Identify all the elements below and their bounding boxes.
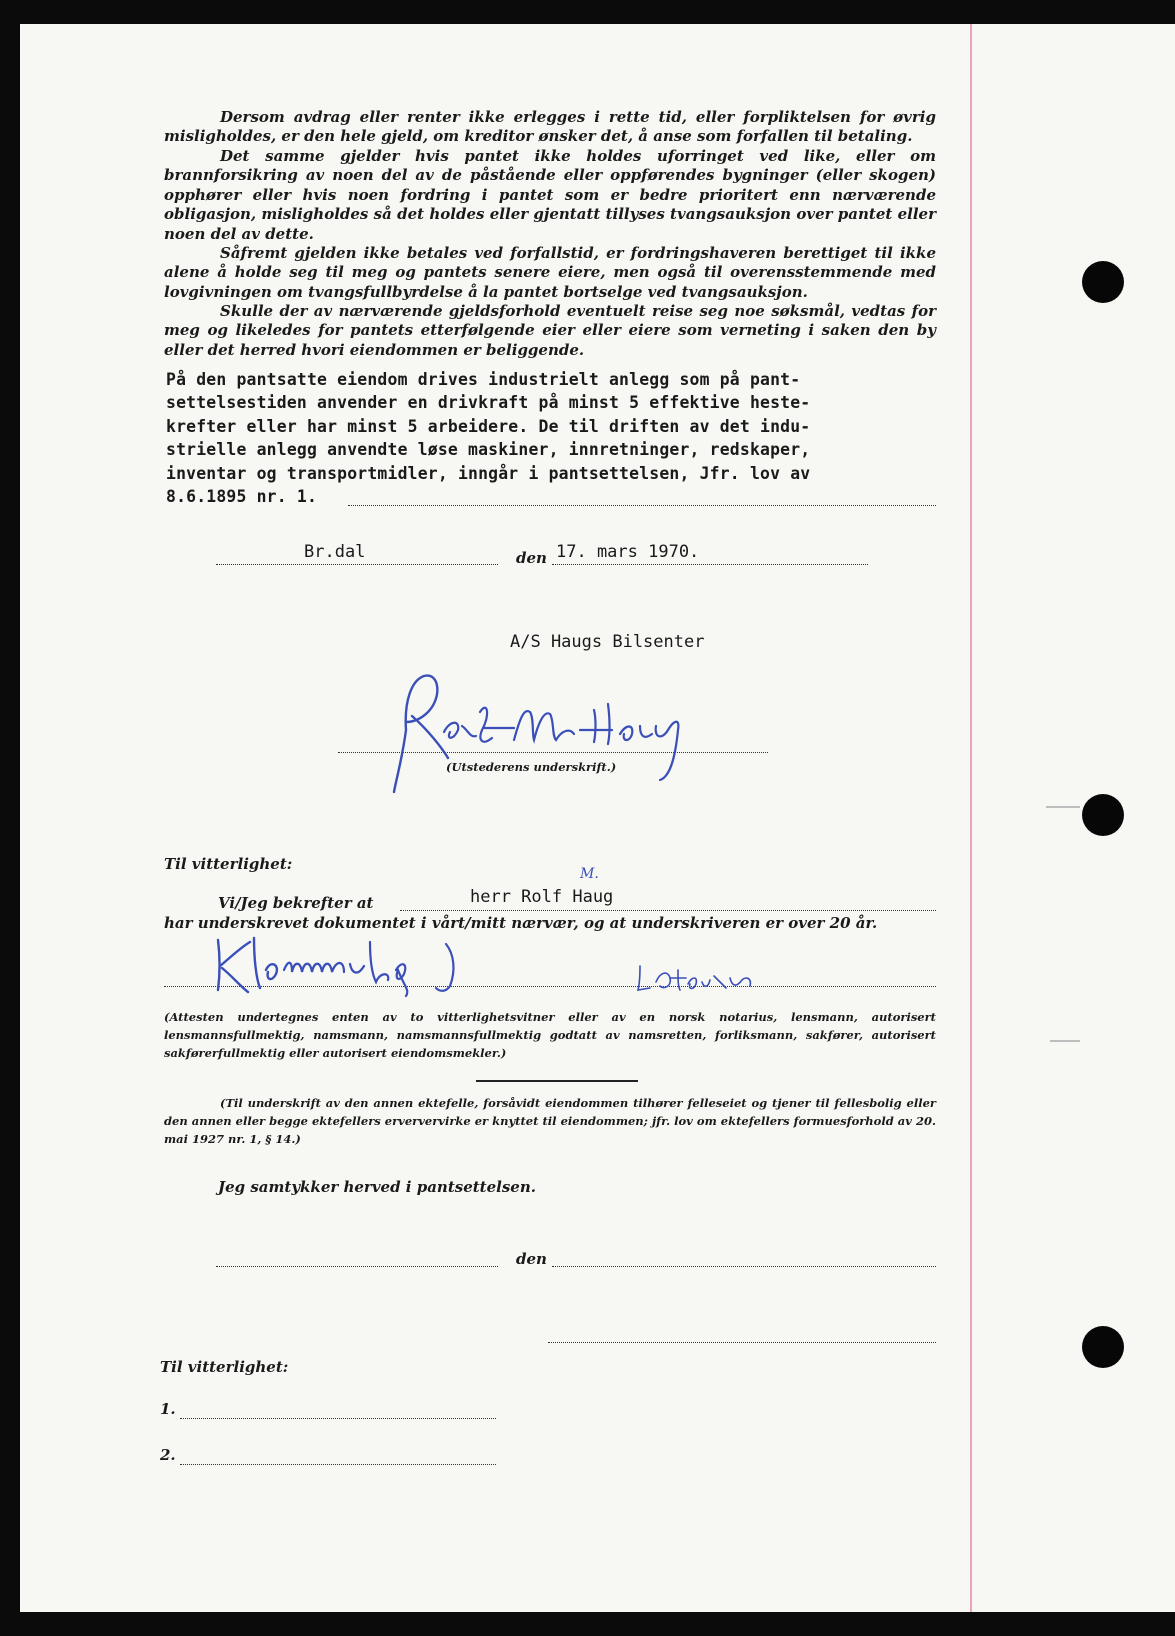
spouse-date-line — [552, 1266, 936, 1267]
spouse-place-line — [216, 1266, 498, 1267]
witness-note: (Attesten undertegnes enten av to vitterlighetsvitner eller av en norsk notarius, lensmann, autorisert lensmannsfullmektig, namsmann, namsmannsfullmektig godtatt av namsretten, forliksmann, sakfører, autorisert sakførerfullmektig eller autorisert eiendomsmekler.) — [164, 1010, 936, 1060]
issuer-company: A/S Haugs Bilsenter — [510, 632, 705, 652]
place-line — [216, 564, 498, 565]
typed-line: strielle anlegg anvendte løse maskiner, innretninger, redskaper, — [166, 440, 811, 460]
scan-border-left — [0, 0, 20, 1636]
place-value: Br.dal — [304, 542, 366, 562]
scan-border-bottom — [0, 1612, 1175, 1636]
spouse-consent: Jeg samtykker herved i pantsettelsen. — [218, 1178, 536, 1196]
witness-person-line — [400, 910, 936, 911]
terms-paragraph-1: Dersom avdrag eller renter ikke erlegges i rette tid, eller forpliktelsen for øvrig misligholdes, er den hele gjeld, om kreditor ønsker det, å anse som forfallen til betaling. — [164, 108, 936, 146]
witness2-line-1 — [180, 1418, 496, 1419]
witness-person: herr Rolf Haug — [470, 887, 614, 907]
scan-border-top — [0, 0, 1175, 24]
section-divider — [476, 1080, 638, 1082]
witness-confirm-label: Vi/Jeg bekrefter at — [218, 894, 374, 912]
terms-paragraph-2: Det samme gjelder hvis pantet ikke holdes uforringet ved like, eller om brannforsikring av noen del av de påstående eller oppførendes bygninger (eller skogen) opphører eller hvis noen fordring i pantet som er bedre prioritert enn nærværende obligasjon, misligholdes så det holdes eller gjentatt tillyses tvangsauksjon over pantet eller noen del av dette. — [164, 147, 936, 243]
witness2-heading: Til vitterlighet: — [160, 1358, 289, 1376]
witness-signature-1 — [210, 930, 540, 1000]
spouse-den-label: den — [516, 1250, 547, 1268]
spouse-signature-line — [548, 1342, 936, 1343]
typed-line: inventar og transportmidler, inngår i pantsettelsen, Jfr. lov av — [166, 463, 811, 483]
issuer-signature — [384, 660, 724, 820]
punch-hole-top — [1082, 261, 1124, 303]
margin-line — [970, 24, 972, 1612]
issuer-signature-caption: (Utstederens underskrift.) — [446, 760, 617, 774]
typed-line: 8.6.1895 nr. 1. — [166, 487, 318, 507]
witness-statement: har underskrevet dokumentet i vårt/mitt nærvær, og at underskriveren er over 20 år. — [164, 914, 878, 932]
punch-hole-middle — [1082, 794, 1124, 836]
witness-person-insert: M. — [580, 866, 599, 882]
terms-paragraph-4: Skulle der av nærværende gjeldsforhold eventuelt reise seg noe søksmål, vedtas for meg og likeledes for pantets etterfølgende eier eller eiere som verneting i saken den by eller det herred hvori eiendommen er beliggende. — [164, 302, 936, 359]
spouse-note: (Til underskrift av den annen ektefelle, forsåvidt eiendommen tilhører felleseiet og tjener til fellesbolig eller den annen eller begge ektefellers erververvirke er knyttet til eiendommen; jfr. lov om ektefellers formuesforhold av 20. mai 1927 nr. 1, § 14.) — [164, 1096, 936, 1146]
typed-line: settelsestiden anvender en drivkraft på minst 5 effektive heste- — [166, 393, 811, 413]
witness2-line-2 — [180, 1464, 496, 1465]
witness2-number-1: 1. — [160, 1400, 176, 1418]
date-den-label: den — [516, 549, 547, 567]
date-value: 17. mars 1970. — [556, 542, 700, 562]
date-line — [552, 564, 868, 565]
scan-mark — [1050, 1040, 1080, 1042]
witness-signature-2 — [634, 958, 764, 994]
typed-industrial-clause — [166, 368, 810, 508]
clause-end-line — [348, 505, 936, 506]
witness2-number-2: 2. — [160, 1446, 176, 1464]
typed-line: krefter eller har minst 5 arbeidere. De til driften av det indu- — [166, 416, 811, 436]
witness-heading: Til vitterlighet: — [164, 855, 293, 873]
terms-paragraph-3: Såfremt gjelden ikke betales ved forfallstid, er fordringshaveren berettiget til ikke alene å holde seg til meg og pantets senere eiere, men også til overensstemmende med lovgivningen om tvangsfullbyrdelse å la pantet bortselge ved tvangsauksjon. — [164, 244, 936, 301]
typed-line: På den pantsatte eiendom drives industrielt anlegg som på pant- — [166, 370, 801, 389]
scan-mark — [1046, 806, 1080, 808]
punch-hole-bottom — [1082, 1326, 1124, 1368]
